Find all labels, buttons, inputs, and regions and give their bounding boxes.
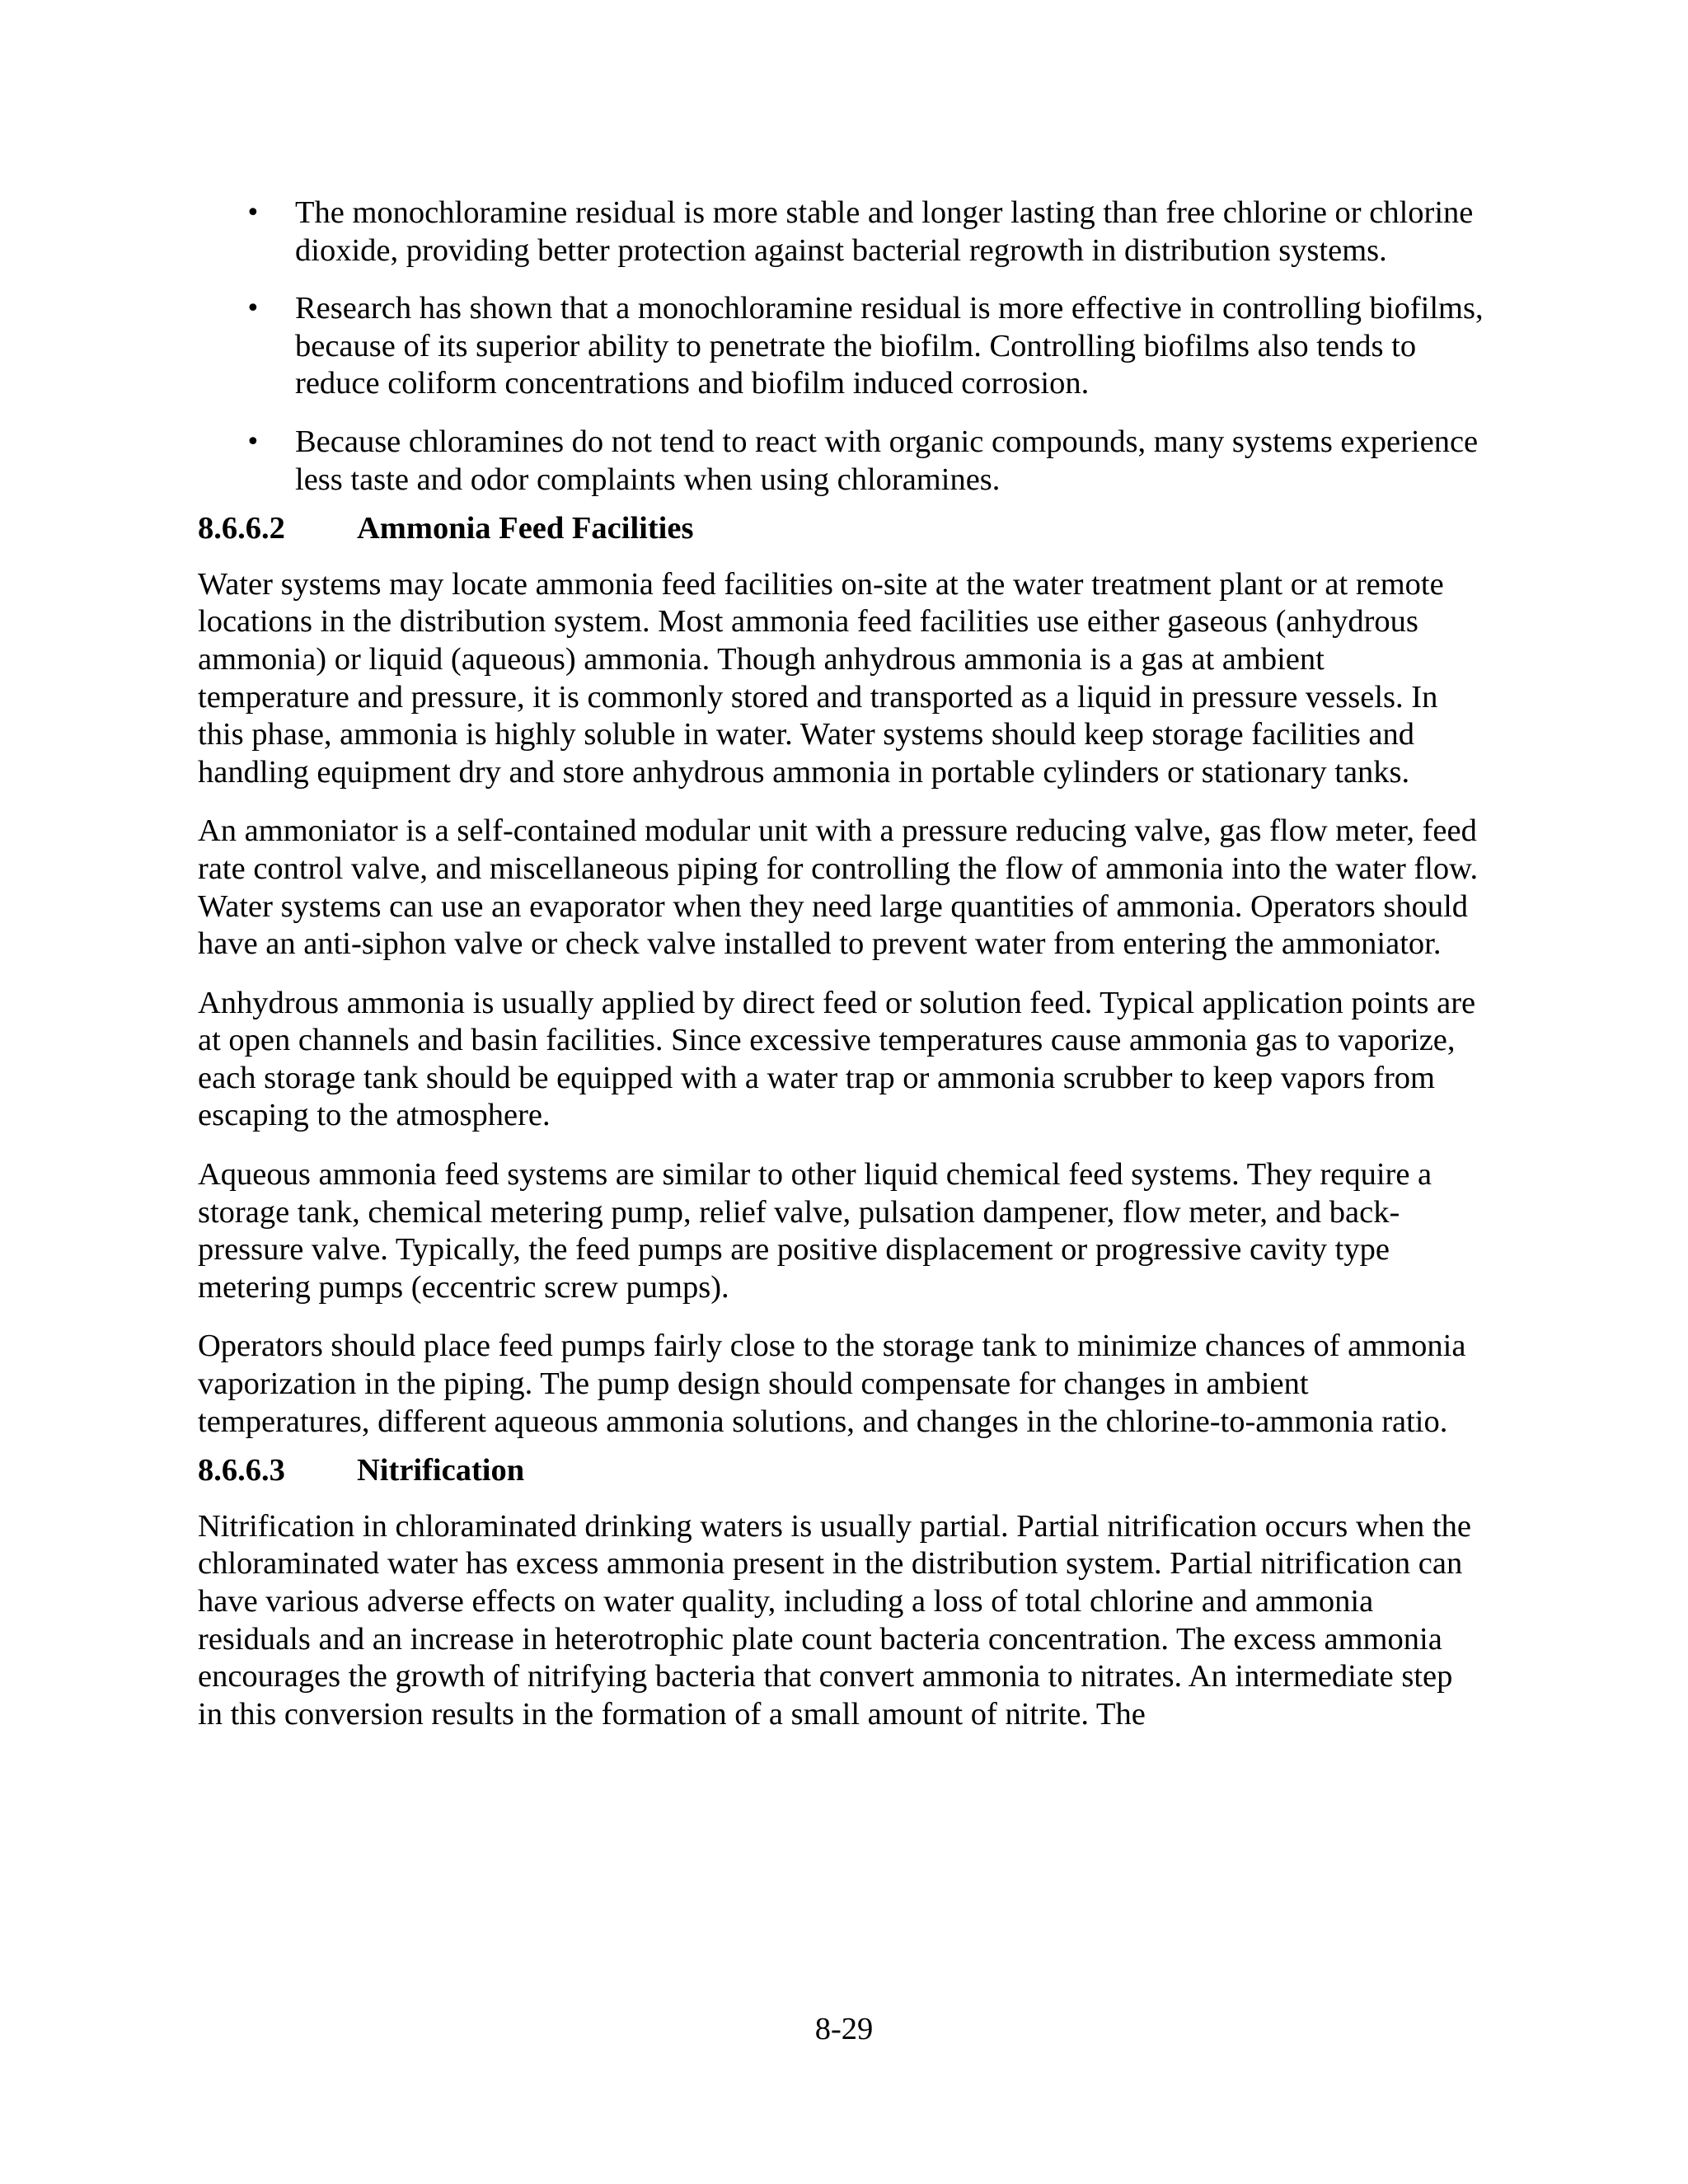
- bullet-item: [198, 194, 1484, 269]
- section-title: Ammonia Feed Facilities: [357, 511, 694, 546]
- paragraph: Water systems may locate ammonia feed facilities on-site at the water treatment plant or at remote locations in the distribution system. Most ammonia feed facilities use either gaseous (anhydrous ammonia) or liquid (aqueous) ammonia. Though anhydrous ammonia is a gas at ambient temperature and pressure, it is commonly stored and transported as a liquid in pressure vessels. In this phase, ammonia is highly soluble in water. Water systems should keep storage facilities and handling equipment dry and store anhydrous ammonia in portable cylinders or stationary tanks.: [198, 566, 1444, 790]
- bullet-text: Research has shown that a monochloramine residual is more effective in controlling biofilms, because of its superior ability to penetrate the biofilm. Controlling biofilms also tends to reduce coliform concentrations and biofilm induced corrosion.: [295, 291, 1484, 401]
- bullet-item: [198, 424, 1484, 499]
- bullet-icon: •: [246, 427, 260, 457]
- paragraph: An ammoniator is a self-contained modular unit with a pressure reducing valve, gas flow meter, feed rate control valve, and miscellaneous piping for controlling the flow of ammonia into the water flow. Water systems can use an evaporator when they need large quantities of ammonia. Operators should have an anti-siphon valve or check valve installed to prevent water from entering the ammoniator.: [198, 813, 1479, 962]
- document-page: [198, 194, 1484, 1755]
- paragraph: Anhydrous ammonia is usually applied by direct feed or solution feed. Typical application points are at open channels and basin facilities. Since excessive temperatures cause ammonia gas to vaporize, each storage tank should be equipped with a water trap or ammonia scrubber to keep vapors from escaping to the atmosphere.: [198, 985, 1476, 1133]
- page-number: 8-29: [814, 2012, 874, 2046]
- paragraph: Nitrification in chloraminated drinking waters is usually partial. Partial nitrification occurs when the chloraminated water has excess ammonia present in the distribution system. Partial nitrification can have various adverse effects on water quality, including a loss of total chlorine and ammonia residuals and an increase in heterotrophic plate count bacteria concentration. The excess ammonia encourages the growth of nitrifying bacteria that convert ammonia to nitrates. An intermediate step in this conversion results in the formation of a small amount of nitrite. The: [198, 1508, 1471, 1732]
- section-heading-8663: [198, 1452, 1484, 1490]
- bullet-text: The monochloramine residual is more stable and longer lasting than free chlorine or chlorine dioxide, providing better protection against bacterial regrowth in distribution systems.: [295, 195, 1474, 268]
- bullet-icon: •: [246, 199, 260, 227]
- section-number: 8.6.6.3: [198, 1453, 285, 1488]
- section-number: 8.6.6.2: [198, 511, 285, 546]
- bullet-icon: •: [246, 294, 260, 324]
- paragraph: Aqueous ammonia feed systems are similar to other liquid chemical feed systems. They require a storage tank, chemical metering pump, relief valve, pulsation dampener, flow meter, and back-pressure valve. Typically, the feed pumps are positive displacement or progressive cavity type metering pumps (eccentric screw pumps).: [198, 1157, 1432, 1305]
- bullet-list: [198, 194, 1484, 499]
- section-heading-8662: [198, 510, 1484, 548]
- paragraph: Operators should place feed pumps fairly close to the storage tank to minimize chances of ammonia vaporization in the piping. The pump design should compensate for changes in ambient temperatures, different aqueous ammonia solutions, and changes in the chlorine-to-ammonia ratio.: [198, 1329, 1466, 1439]
- bullet-item: [198, 290, 1484, 403]
- bullet-text: Because chloramines do not tend to react with organic compounds, many systems experience less taste and odor complaints when using chloramines.: [295, 424, 1479, 497]
- section-title: Nitrification: [357, 1453, 525, 1488]
